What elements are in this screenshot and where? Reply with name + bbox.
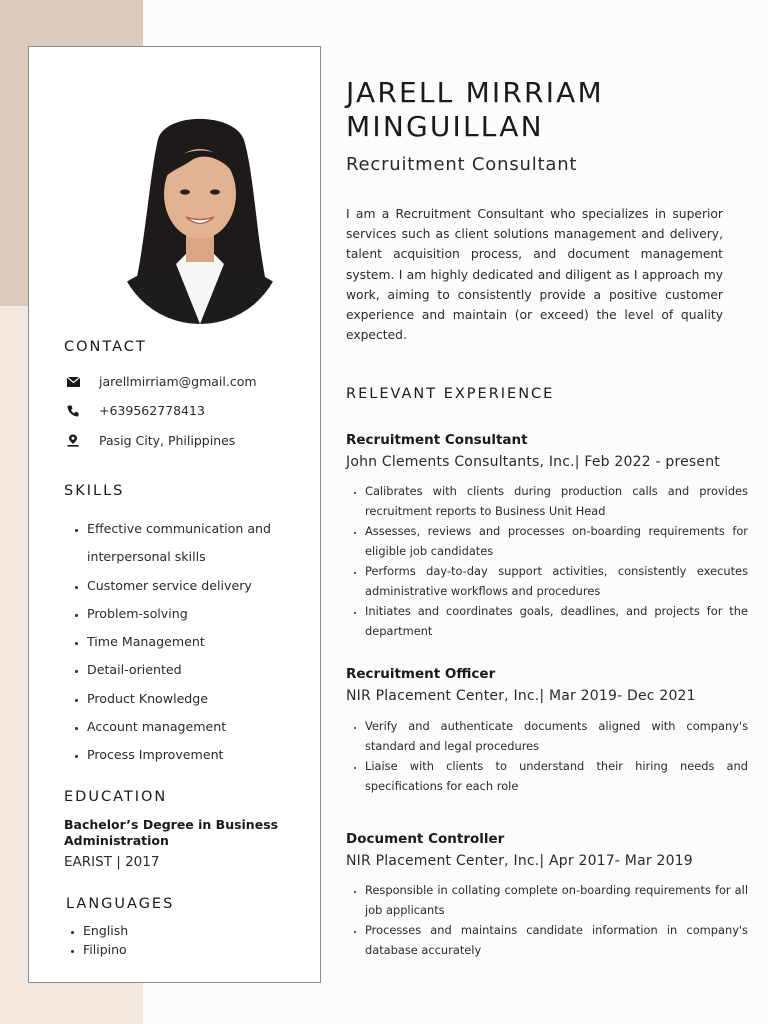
- phone-icon: [65, 404, 81, 418]
- language-item: • Filipino: [83, 940, 128, 959]
- job-bullets: [348, 880, 748, 960]
- job-bullet: • Assesses, reviews and processes on-boarding requirements for eligible job candidates: [365, 521, 748, 561]
- skill-item: • Product Knowledge: [87, 685, 327, 713]
- job-bullets: [348, 716, 748, 796]
- experience-heading: RELEVANT EXPERIENCE: [346, 386, 555, 402]
- contact-email[interactable]: [65, 374, 257, 389]
- job-bullet: • Performs day-to-day support activities, consistently executes administrative workflows and procedures: [365, 561, 748, 601]
- contact-phone[interactable]: [65, 403, 205, 418]
- skill-item: • Detail-oriented: [87, 656, 327, 684]
- job-bullet: • Initiates and coordinates goals, deadlines, and projects for the department: [365, 601, 748, 641]
- education-heading: EDUCATION: [64, 789, 168, 805]
- contact-location: [65, 433, 235, 448]
- email-value: jarellmirriam@gmail.com: [99, 374, 257, 389]
- skill-item: • Account management: [87, 713, 327, 741]
- candidate-title: Recruitment Consultant: [346, 154, 578, 175]
- education-school: EARIST | 2017: [64, 854, 160, 870]
- job-company: NIR Placement Center, Inc.| Mar 2019- Dec 2021: [346, 688, 696, 704]
- job-bullet: • Liaise with clients to understand their hiring needs and specifications for each role: [365, 756, 748, 796]
- skill-item: • Time Management: [87, 628, 327, 656]
- sidebar-panel: [28, 46, 321, 983]
- skill-item: • Process Improvement: [87, 741, 327, 769]
- job-company: John Clements Consultants, Inc.| Feb 2022 - present: [346, 454, 720, 470]
- skill-item: • Customer service delivery: [87, 572, 327, 600]
- job-title: Recruitment Officer: [346, 666, 496, 682]
- skills-list: [67, 515, 327, 770]
- languages-heading: LANGUAGES: [66, 896, 175, 912]
- candidate-name: JARELL MIRRIAM MINGUILLAN: [346, 76, 604, 143]
- job-bullets: [348, 481, 748, 641]
- contact-heading: CONTACT: [64, 339, 147, 355]
- language-item: • English: [83, 921, 128, 940]
- languages-list: [65, 921, 128, 959]
- job-title: Recruitment Consultant: [346, 432, 528, 448]
- location-value: Pasig City, Philippines: [99, 433, 236, 448]
- skills-heading: SKILLS: [64, 483, 125, 499]
- job-bullet: • Responsible in collating complete on-boarding requirements for all job applicants: [365, 880, 748, 920]
- location-pin-icon: [65, 434, 81, 448]
- skill-item: • Effective communication and interpersonal skills: [87, 515, 327, 572]
- envelope-icon: [65, 375, 81, 389]
- phone-value: +639562778413: [99, 403, 205, 418]
- profile-summary: I am a Recruitment Consultant who specializes in superior services such as client solutions management and delivery, talent acquisition process, and document management system. I am highly dedicated and diligent as I approach my work, aiming to consistently provide a positive customer experience and maintain (or exceed) the level of quality expected.: [346, 207, 723, 343]
- job-bullet: • Calibrates with clients during production calls and provides recruitment reports to Business Unit Head: [365, 481, 748, 521]
- job-company: NIR Placement Center, Inc.| Apr 2017- Mar 2019: [346, 853, 693, 869]
- job-bullet: • Verify and authenticate documents aligned with company's standard and legal procedures: [365, 716, 748, 756]
- job-bullet: • Processes and maintains candidate information in company's database accurately: [365, 920, 748, 960]
- skill-item: • Problem-solving: [87, 600, 327, 628]
- profile-photo: [116, 114, 284, 324]
- job-title: Document Controller: [346, 831, 505, 847]
- education-degree: Bachelor’s Degree in Business Administration: [64, 817, 279, 848]
